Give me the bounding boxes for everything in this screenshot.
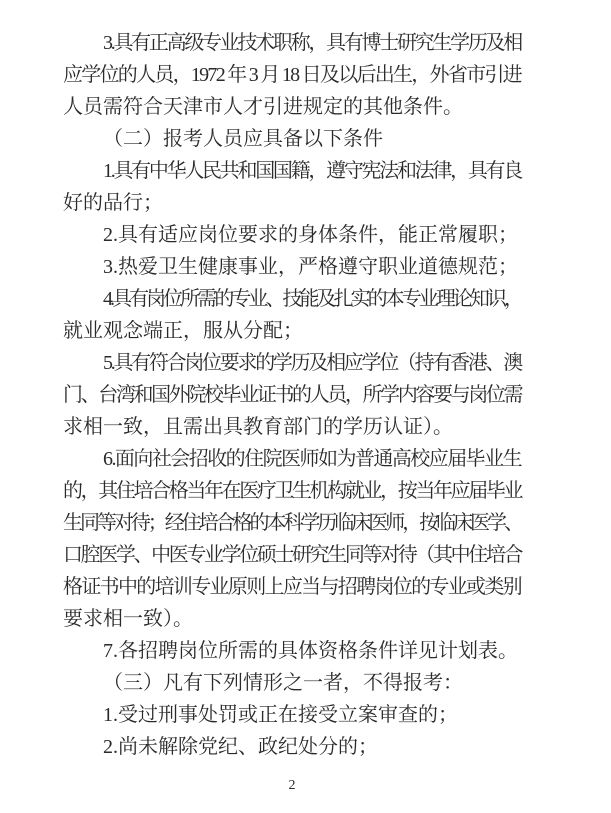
text-line: 5.具有符合岗位要求的学历及相应学位（持有香港、澳 [103,352,521,374]
text-line: 1.受过刑事处罚或正在接受立案审查的； [103,704,458,726]
text-line: （三）凡有下列情形之一者，不得报考： [103,672,463,694]
text-line: 应学位的人员，1972 年 3 月 18 日及以后出生，外省市引进 [63,64,521,86]
text-line: 门、台湾和国外院校毕业证书的人员，所学内容要与岗位需 [63,384,522,406]
text-line: 4.具有岗位所需的专业、技能及扎实的本专业理论知识， [103,288,522,310]
text-line: 2.具有适应岗位要求的身体条件，能正常履职； [103,224,518,246]
text-line: 生同等对待；经住培合格的本科学历临床医师，按临床医学、 [63,512,521,534]
text-line: 口腔医学、中医专业学位硕士研究生同等对待（其中住培合 [63,544,522,566]
text-line: 7.各招聘岗位所需的具体资格条件详见计划表。 [103,640,518,662]
text-line: 的，其住培合格当年在医疗卫生机构就业，按当年应届毕业 [63,480,522,502]
text-line: 要求相一致）。 [63,608,193,630]
text-line: 2.尚未解除党纪、政纪处分的； [103,736,378,758]
text-line: 求相一致，且需出具教育部门的学历认证）。 [63,416,453,438]
text-line: 格证书中的培训专业原则上应当与招聘岗位的专业或类别 [63,576,521,598]
text-line: 就业观念端正，服从分配； [63,320,303,342]
text-line: 好的品行； [63,192,163,214]
text-line: 3.具有正高级专业技术职称，具有博士研究生学历及相 [103,32,521,54]
text-line: 6.面向社会招收的住院医师如为普通高校应届毕业生 [103,448,522,470]
text-line: （二）报考人员应具备以下条件 [103,128,383,150]
text-line: 人员需符合天津市人才引进规定的其他条件。 [63,96,463,118]
text-line: 3.热爱卫生健康事业，严格遵守职业道德规范； [103,256,518,278]
text-block [63,27,521,763]
text-line: 1.具有中华人民共和国国籍，遵守宪法和法律，具有良 [103,160,521,182]
page-number: 2 [288,778,296,793]
